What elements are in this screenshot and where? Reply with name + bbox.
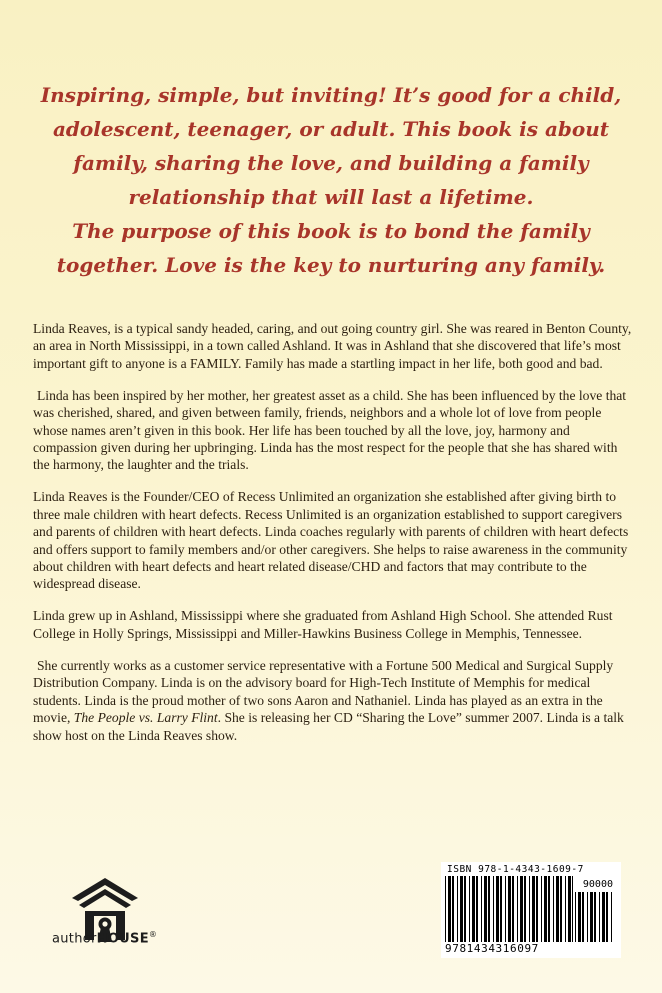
blurb-purpose: The purpose of this book is to bond the family together. Love is the key to nurturing any family. [56,219,606,277]
registered-mark: ® [148,930,158,939]
bio-paragraph-5-start: She currently works as a customer service representative with a Fortune 500 Medical and Surgical Supply Distribution Company. Linda is on the advisory board for High-Tech Institute of Memphis for medical students. Linda is the proud mother of two sons Aaron and Nathaniel. Linda has played as an extra in the movie, [33,657,614,726]
bio-paragraph-5 [33,657,633,744]
price-code-label: 90000 [582,879,613,890]
bio-paragraph-3: Linda Reaves is the Founder/CEO of Recess Unlimited an organization she established after giving birth to three male children with heart defects. Recess Unlimited is an organization established to support caregivers and parents of children with heart defects. Linda coaches regularly with parents of children with heart defects and offers support to family members and/or other caregivers. She helps to raise awareness in the community about children with heart defects and heart related disease/CHD and factors that may contribute to the widespread disease. [33,489,629,592]
bio-paragraph-1: Linda Reaves, is a typical sandy headed, caring, and out going country girl. She was reared in Benton County, an area in North Mississippi, in a town called Ashland. It was in Ashland that she discovered that life’s most important gift to anyone is a FAMILY. Family has made a startling impact in her life, both good and bad. [33,321,632,371]
publisher-name-part1: author [52,931,97,947]
blurb-praise: Inspiring, simple, but inviting! It’s good for a child, adolescent, teenager, or adult. This book is about family, sharing the love, and building a family relationship that will last a lifetime. [40,83,622,209]
publisher-name [52,930,157,946]
author-bio [33,320,633,759]
publisher-name-part2: HOUSE [96,931,149,947]
bio-paragraph-4: Linda grew up in Ashland, Mississippi where she graduated from Ashland High School. She attended Rust College in Holly Springs, Mississippi and Miller-Hawkins Business College in Memphis, Tennessee. [33,608,613,641]
bio-paragraph-5-end: . She is releasing her CD “Sharing the Love” summer 2007. Linda is a talk show host on the Linda Reaves show. [33,710,624,743]
ean-number: 9781434316097 [445,942,539,955]
isbn-label: ISBN 978-1-4343-1609-7 [447,864,584,875]
ean-barcode-bars [445,876,573,942]
isbn-barcode [441,862,621,958]
bio-paragraph-2: Linda has been inspired by her mother, her greatest asset as a child. She has been influenced by the love that was cherished, shared, and given between family, friends, neighbors and a whole lot of love from people whose names aren’t given in this book. Her life has been touched by all the love, joy, harmony and compassion given during her upbringing. Linda has the most respect for the people that she has shared with the harmony, the laughter and the trials. [33,387,627,473]
authorhouse-house-logo-icon [52,872,172,962]
price-addon-barcode-bars [575,892,613,942]
movie-title: The People vs. Larry Flint [73,710,218,726]
